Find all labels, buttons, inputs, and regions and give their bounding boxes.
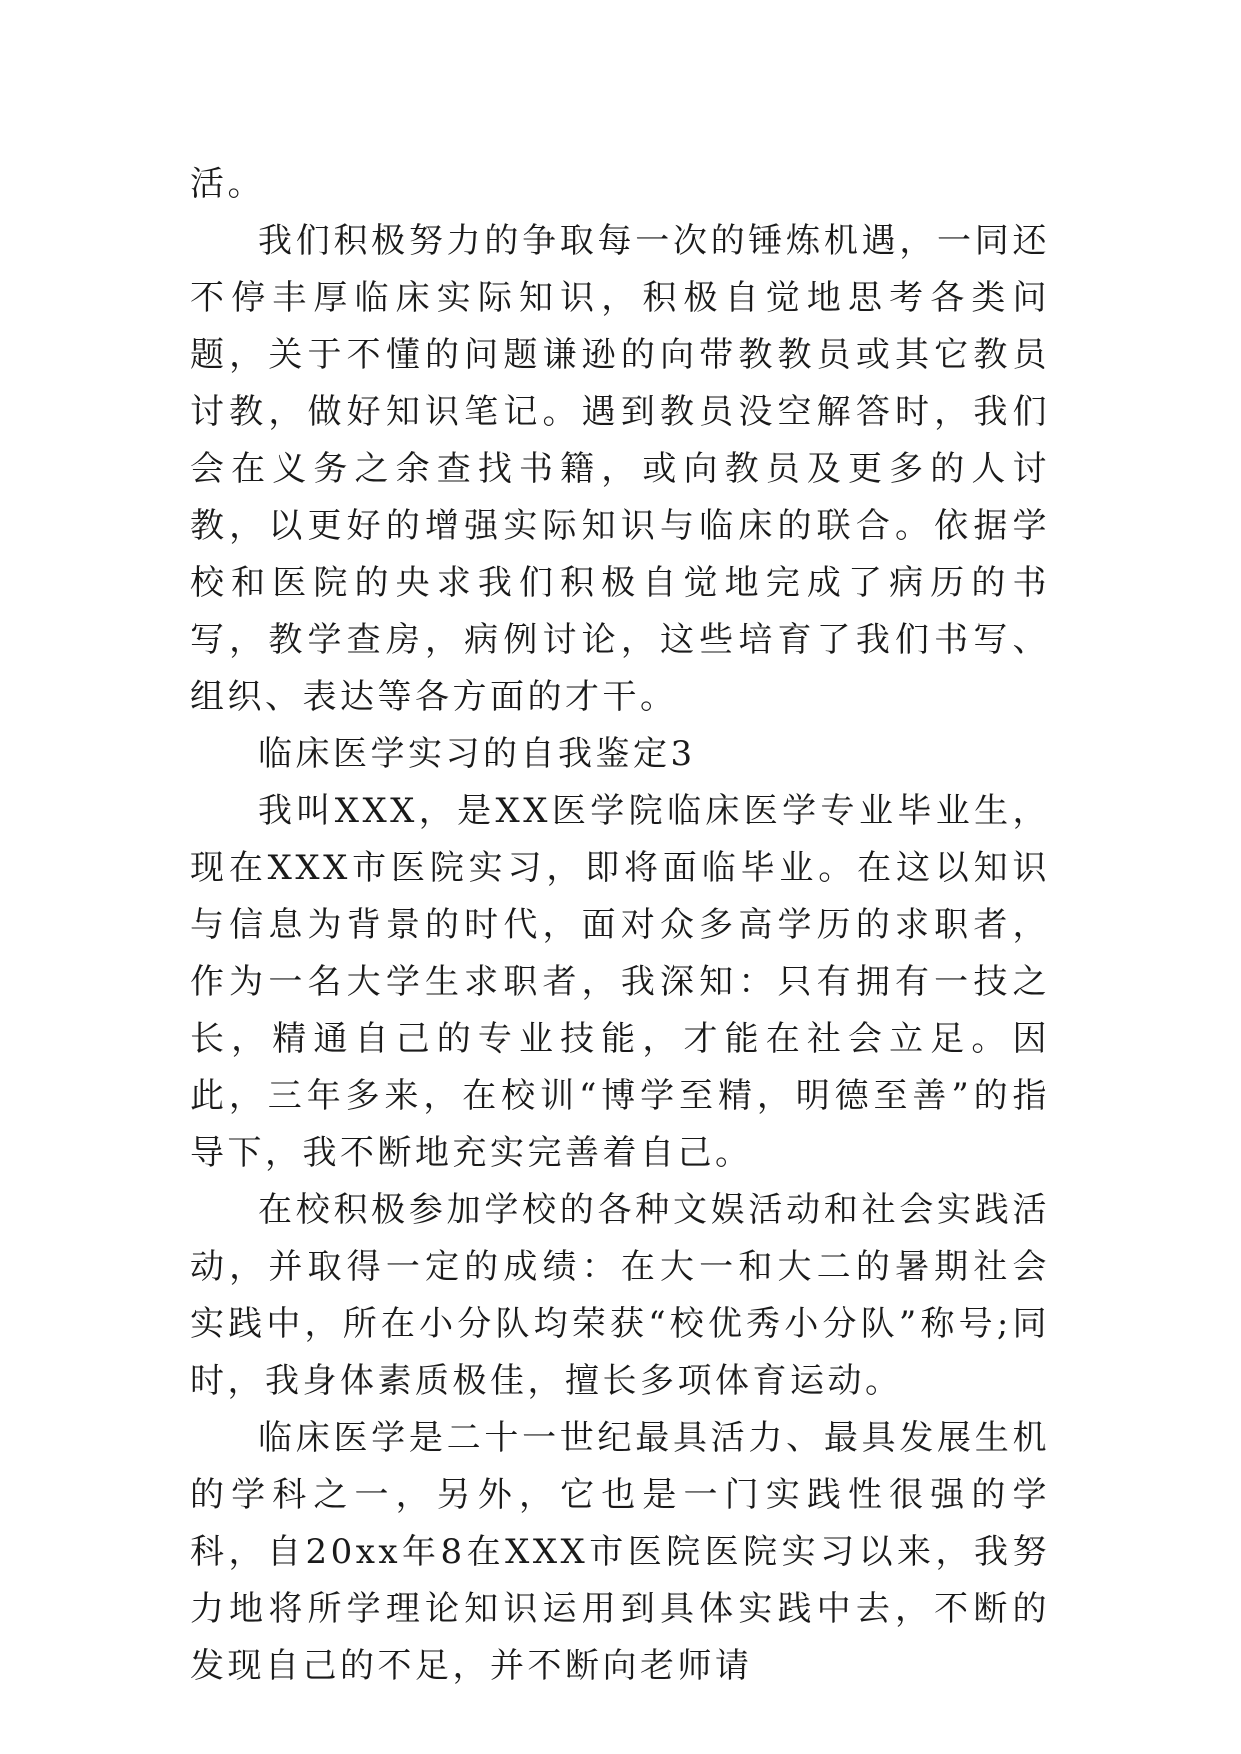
paragraph-school-activities: 在校积极参加学校的各种文娱活动和社会实践活动，并取得一定的成绩：在大一和大二的暑期社会实践中，所在小分队均荣获“校优秀小分队”称号;同时，我身体素质极佳，擅长多项体育运动。 — [190, 1190, 1050, 1401]
section-heading: 临床医学实习的自我鉴定3 — [258, 734, 696, 774]
paragraph-self-introduction: 我叫XXX，是XX医学院临床医学专业毕业生，现在XXX市医院实习，即将面临毕业。在这以知识与信息为背景的时代，面对众多高学历的求职者，作为一名大学生求职者，我深知：只有拥有一技之长，精通自己的专业技能，才能在社会立足。因此，三年多来，在校训“博学至精，明德至善”的指导下，我不断地充实完善着自己。 — [190, 791, 1050, 1173]
paragraph-continuation: 活。 — [190, 164, 265, 204]
document-body — [190, 156, 1050, 1695]
paragraph-clinical-practice: 我们积极努力的争取每一次的锤炼机遇，一同还不停丰厚临床实际知识，积极自觉地思考各类问题，关于不懂的问题谦逊的向带教教员或其它教员讨教，做好知识笔记。遇到教员没空解答时，我们会在义务之余查找书籍，或向教员及更多的人讨教，以更好的增强实际知识与临床的联合。依据学校和医院的央求我们积极自觉地完成了病历的书写，教学查房，病例讨论，这些培育了我们书写、组织、表达等各方面的才干。 — [190, 221, 1050, 717]
paragraph-clinical-medicine: 临床医学是二十一世纪最具活力、最具发展生机的学科之一，另外，它也是一门实践性很强的学科，自20xx年8在XXX市医院医院实习以来，我努力地将所学理论知识运用到具体实践中去，不断的发现自己的不足，并不断向老师请 — [190, 1418, 1050, 1686]
